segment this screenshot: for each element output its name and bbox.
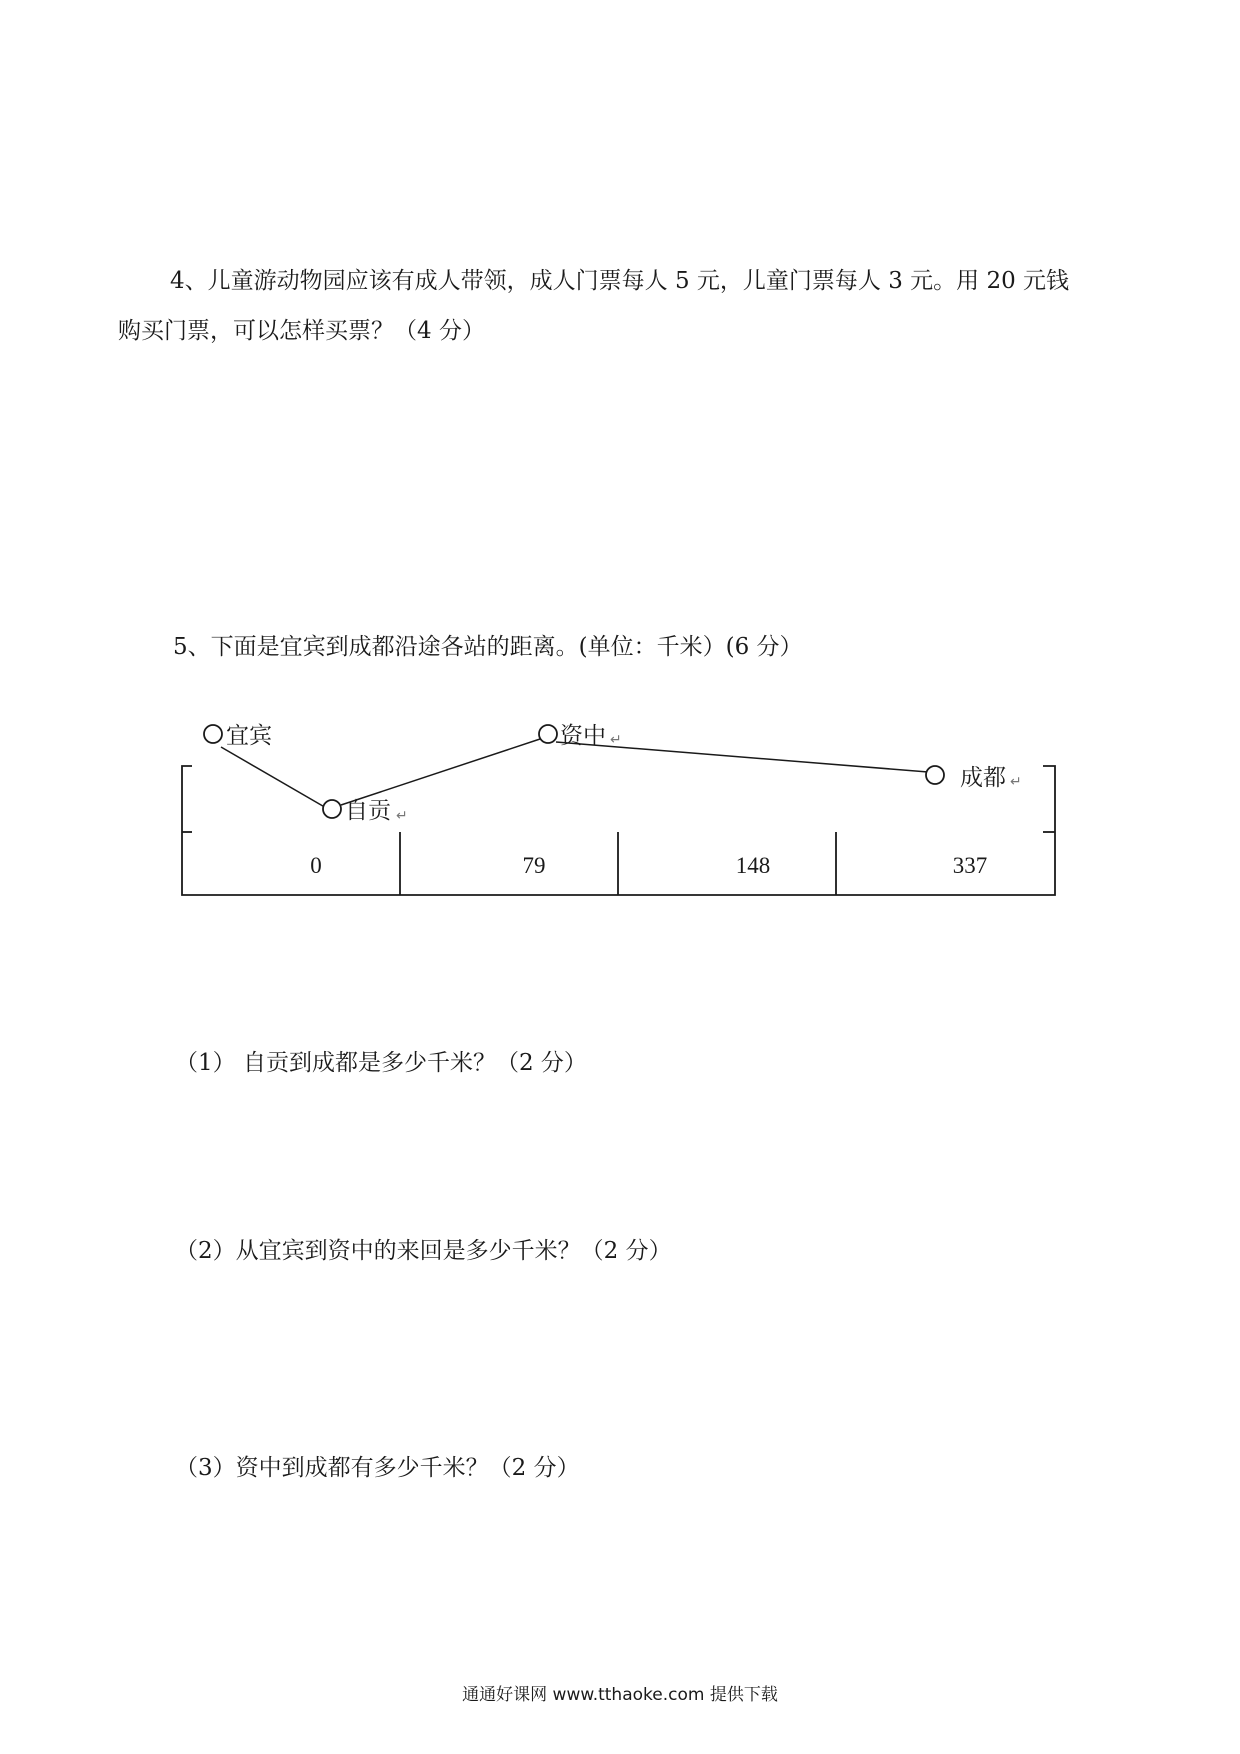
distance-zizhong: 148	[735, 853, 771, 878]
station-label-zizhong: 资中	[560, 723, 606, 749]
return-mark: ↵	[1010, 774, 1022, 790]
station-circle-zigong	[323, 800, 341, 818]
route-segment	[341, 739, 540, 805]
station-label-chengdu: 成都	[960, 765, 1006, 791]
question-5-intro: 5、下面是宜宾到成都沿途各站的距离。(单位：千米）(6 分）	[173, 634, 803, 660]
station-circle-chengdu	[926, 766, 944, 784]
station-circle-yibin	[204, 725, 222, 743]
station-circle-zizhong	[539, 725, 557, 743]
distance-chengdu: 337	[952, 853, 988, 878]
station-label-yibin: 宜宾	[226, 723, 272, 749]
station-label-zigong: 自贡	[345, 798, 391, 824]
footer-watermark: 通通好课网 www.tthaoke.com 提供下载	[462, 1685, 778, 1705]
distance-yibin: 0	[310, 853, 322, 878]
question-5-sub-1: （1） 自贡到成都是多少千米？（2 分）	[175, 1050, 587, 1076]
left-bracket-top	[182, 766, 192, 832]
question-5-sub-3: （3）资中到成都有多少千米？（2 分）	[175, 1455, 580, 1481]
distance-zigong: 79	[522, 853, 546, 878]
return-mark: ↵	[610, 732, 622, 748]
question-5-sub-2: （2）从宜宾到资中的来回是多少千米？（2 分）	[175, 1238, 672, 1264]
route-lines	[221, 739, 928, 809]
right-bracket-top	[1043, 766, 1055, 832]
question-4-line-2: 购买门票，可以怎样买票？（4 分）	[118, 318, 485, 344]
question-4-line-1: 4、儿童游动物园应该有成人带领，成人门票每人 5 元，儿童门票每人 3 元。用 20 元钱	[170, 268, 1070, 294]
route-segment	[221, 747, 328, 809]
return-mark: ↵	[396, 808, 408, 824]
